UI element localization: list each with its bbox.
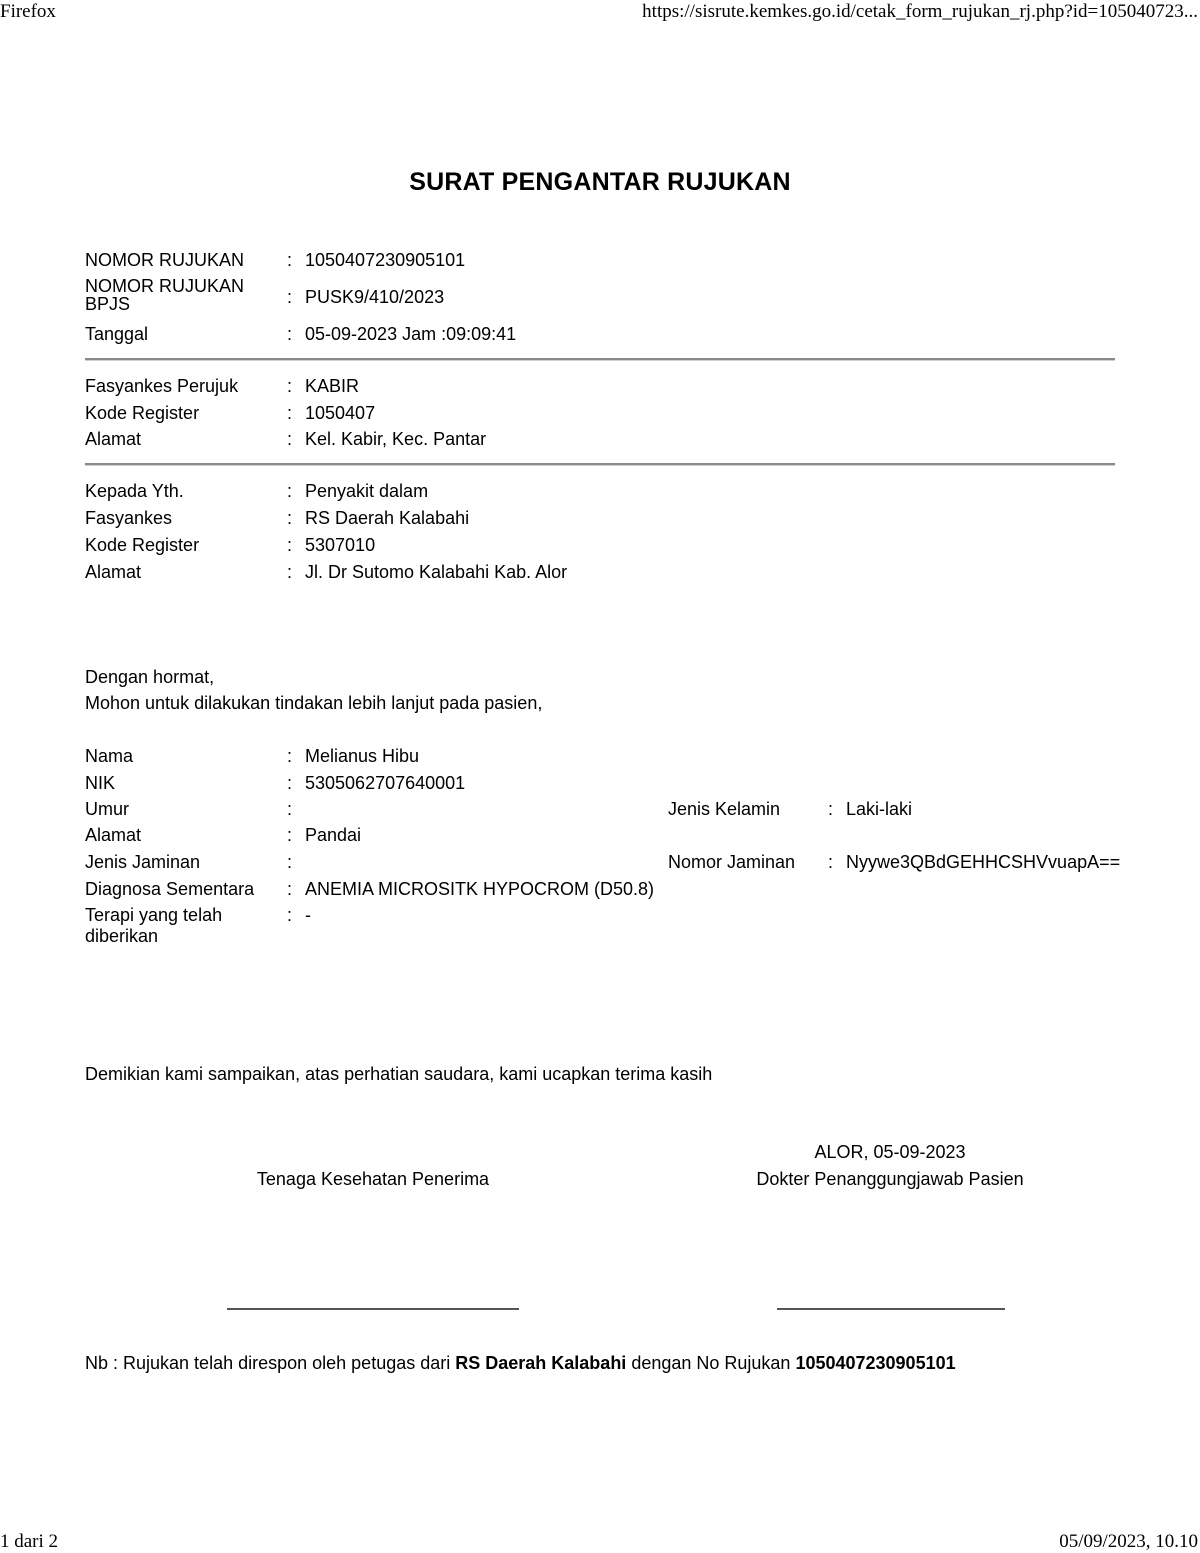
field-label: Kode Register [85,535,200,555]
note-middle: dengan No Rujukan [626,1353,796,1373]
field-label: Tanggal [85,324,149,344]
field-value: KABIR [305,376,360,396]
field-label: Kode Register [85,403,200,423]
note-prefix: Nb : Rujukan telah direspon oleh petugas dari [85,1353,456,1373]
closing-text: Demikian kami sampaikan, atas perhatian saudara, kami ucapkan terima kasih [85,1064,713,1084]
field-label-line: diberikan [85,926,159,946]
document-title: SURAT PENGANTAR RUJUKAN [409,168,791,196]
signature-place-date: ALOR, 05-09-2023 [814,1142,966,1162]
field-value: 5305062707640001 [305,773,466,793]
field-label: Kepada Yth. [85,481,184,501]
field-label-line: BPJS [85,294,131,314]
field-label-line: Terapi yang telah [85,905,223,925]
colon: : [287,508,293,528]
colon: : [287,905,293,925]
field-value: Kel. Kabir, Kec. Pantar [305,429,487,449]
colon: : [287,773,293,793]
field-label: Fasyankes Perujuk [85,376,239,396]
field-label: Nomor Jaminan [668,852,796,872]
field-label [85,277,280,313]
colon: : [287,746,293,766]
field-label: Alamat [85,825,142,845]
field-label: Alamat [85,562,142,582]
field-value: Laki-laki [846,799,913,819]
print-footer-datetime: 05/09/2023, 10.10 [1059,1531,1198,1552]
field-value: Melianus Hibu [305,746,420,766]
signature-line-receiver [227,1308,519,1310]
field-value: Jl. Dr Sutomo Kalabahi Kab. Alor [305,562,568,582]
field-value: - [305,905,311,925]
field-value: 05-09-2023 Jam :09:09:41 [305,324,517,344]
colon: : [287,403,293,423]
field-value: 5307010 [305,535,376,555]
print-footer-page: 1 dari 2 [0,1531,59,1552]
field-label: Umur [85,799,129,819]
field-value: PUSK9/410/2023 [305,287,445,307]
field-label: Jenis Kelamin [668,799,781,819]
field-label [85,905,280,947]
print-header-url: https://sisrute.kemkes.go.id/cetak_form_rujukan_rj.php?id=105040723... [642,1,1198,22]
field-label-line: NOMOR RUJUKAN [85,276,245,296]
note-number: 1050407230905101 [795,1353,956,1373]
colon: : [287,879,293,899]
signature-line-doctor [777,1308,1005,1310]
colon: : [287,250,293,270]
colon: : [287,535,293,555]
colon: : [287,799,293,819]
colon: : [287,287,293,307]
field-value: Nyywe3QBdGEHHCSHVvuapA== [846,852,1121,872]
colon: : [287,429,293,449]
colon: : [287,324,293,344]
field-value: 1050407 [305,403,376,423]
colon: : [287,562,293,582]
field-value: RS Daerah Kalabahi [305,508,470,528]
response-note [85,1353,956,1374]
field-value: Penyakit dalam [305,481,429,501]
colon: : [287,852,293,872]
colon: : [287,376,293,396]
note-hospital: RS Daerah Kalabahi [455,1353,627,1373]
signature-title-doctor: Dokter Penanggungjawab Pasien [756,1169,1024,1189]
colon: : [828,799,834,819]
field-label: NIK [85,773,116,793]
field-label: Nama [85,746,134,766]
field-label: Jenis Jaminan [85,852,201,872]
field-value: ANEMIA MICROSITK HYPOCROM (D50.8) [305,879,655,899]
field-label: Alamat [85,429,142,449]
colon: : [828,852,834,872]
section-divider [85,358,1115,361]
colon: : [287,825,293,845]
field-label: Fasyankes [85,508,173,528]
greeting-line: Dengan hormat, [85,667,215,687]
section-divider [85,463,1115,466]
field-value: 1050407230905101 [305,250,466,270]
signature-title-receiver: Tenaga Kesehatan Penerima [256,1169,490,1189]
field-label: NOMOR RUJUKAN [85,250,245,270]
colon: : [287,481,293,501]
request-line: Mohon untuk dilakukan tindakan lebih lanjut pada pasien, [85,693,543,713]
field-label: Diagnosa Sementara [85,879,255,899]
print-header-app: Firefox [0,1,56,22]
field-value: Pandai [305,825,362,845]
